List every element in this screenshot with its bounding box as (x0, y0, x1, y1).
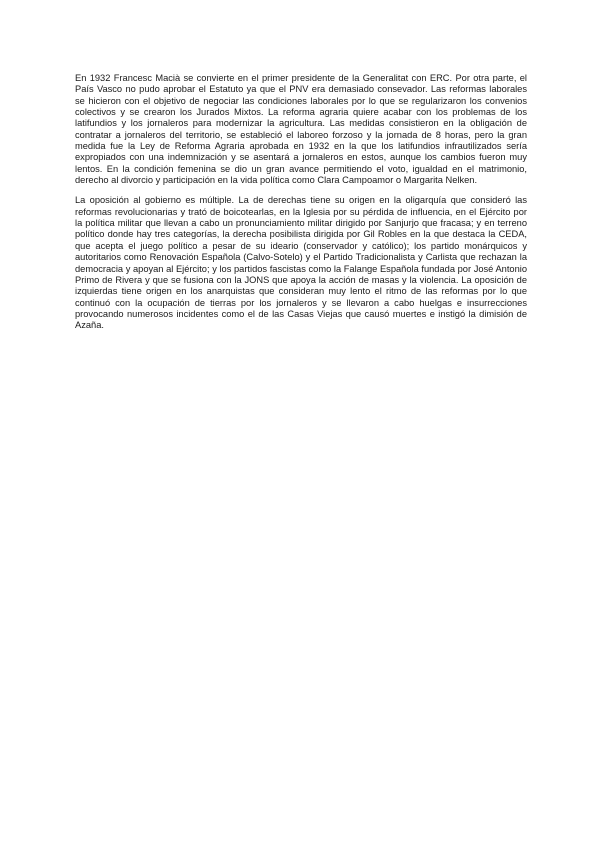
paragraph-oposicion: La oposición al gobierno es múltiple. La de derechas tiene su origen en la oligarquía que consideró las reformas revolucionarias y trató de boicotearlas, en la Iglesia por su pérdida de influencia, en el Ejército por la política militar que llevan a cabo un pronunciamiento militar dirigido por Sanjurjo que fracasa; y en terreno político donde hay tres categorías, la derecha posibilista dirigida por Gil Robles en la que destaca la CEDA, que acepta el juego político a pesar de su ideario (conservador y católico); los partido monárquicos y autoritarios como Renovación Española (Calvo-Sotelo) y el Partido Tradicionalista y Carlista que rechazan la democracia y apoyan al Ejército; y los partidos fascistas como la Falange Española fundada por José Antonio Primo de Rivera y que se fusiona con la JONS que apoya la acción de masas y la violencia. La oposición de izquierdas tiene origen en los anarquistas que consideran muy lento el ritmo de las reformas por lo que continuó con la ocupación de tierras por los jornaleros y se llevaron a cabo huelgas e insurrecciones provocando numerosos incidentes como el de las Casas Viejas que causó muertes e instigó la dimisión de Azaña. (75, 195, 527, 331)
paragraph-reformas: En 1932 Francesc Macià se convierte en el primer presidente de la Generalitat con ERC. Por otra parte, el País Vasco no pudo aprobar el Estatuto ya que el PNV era demasiado consevador. Las reformas laborales se hicieron con el objetivo de negociar las condiciones laborales por lo que se regularizaron los convenios colectivos y se crearon los Jurados Mixtos. La reforma agraria quiere acabar con los problemas de los latifundios y los jornaleros para modernizar la agricultura. Las medidas consistieron en la obligación de contratar a jornaleros del territorio, se estableció el laboreo forzoso y la jornada de 8 horas, pero la gran medida fue la Ley de Reforma Agraria aprobada en 1932 en la que los latifundios infrautilizados sería expropiados con una indemnización y se asentará a jornaleros en estos, aunque los cambios fueron muy lentos. En la condición femenina se dio un gran avance permitiendo el voto, igualdad en el matrimonio, derecho al divorcio y participación en la vida política como Clara Campoamor o Margarita Nelken. (75, 73, 527, 186)
document-body (75, 73, 527, 341)
